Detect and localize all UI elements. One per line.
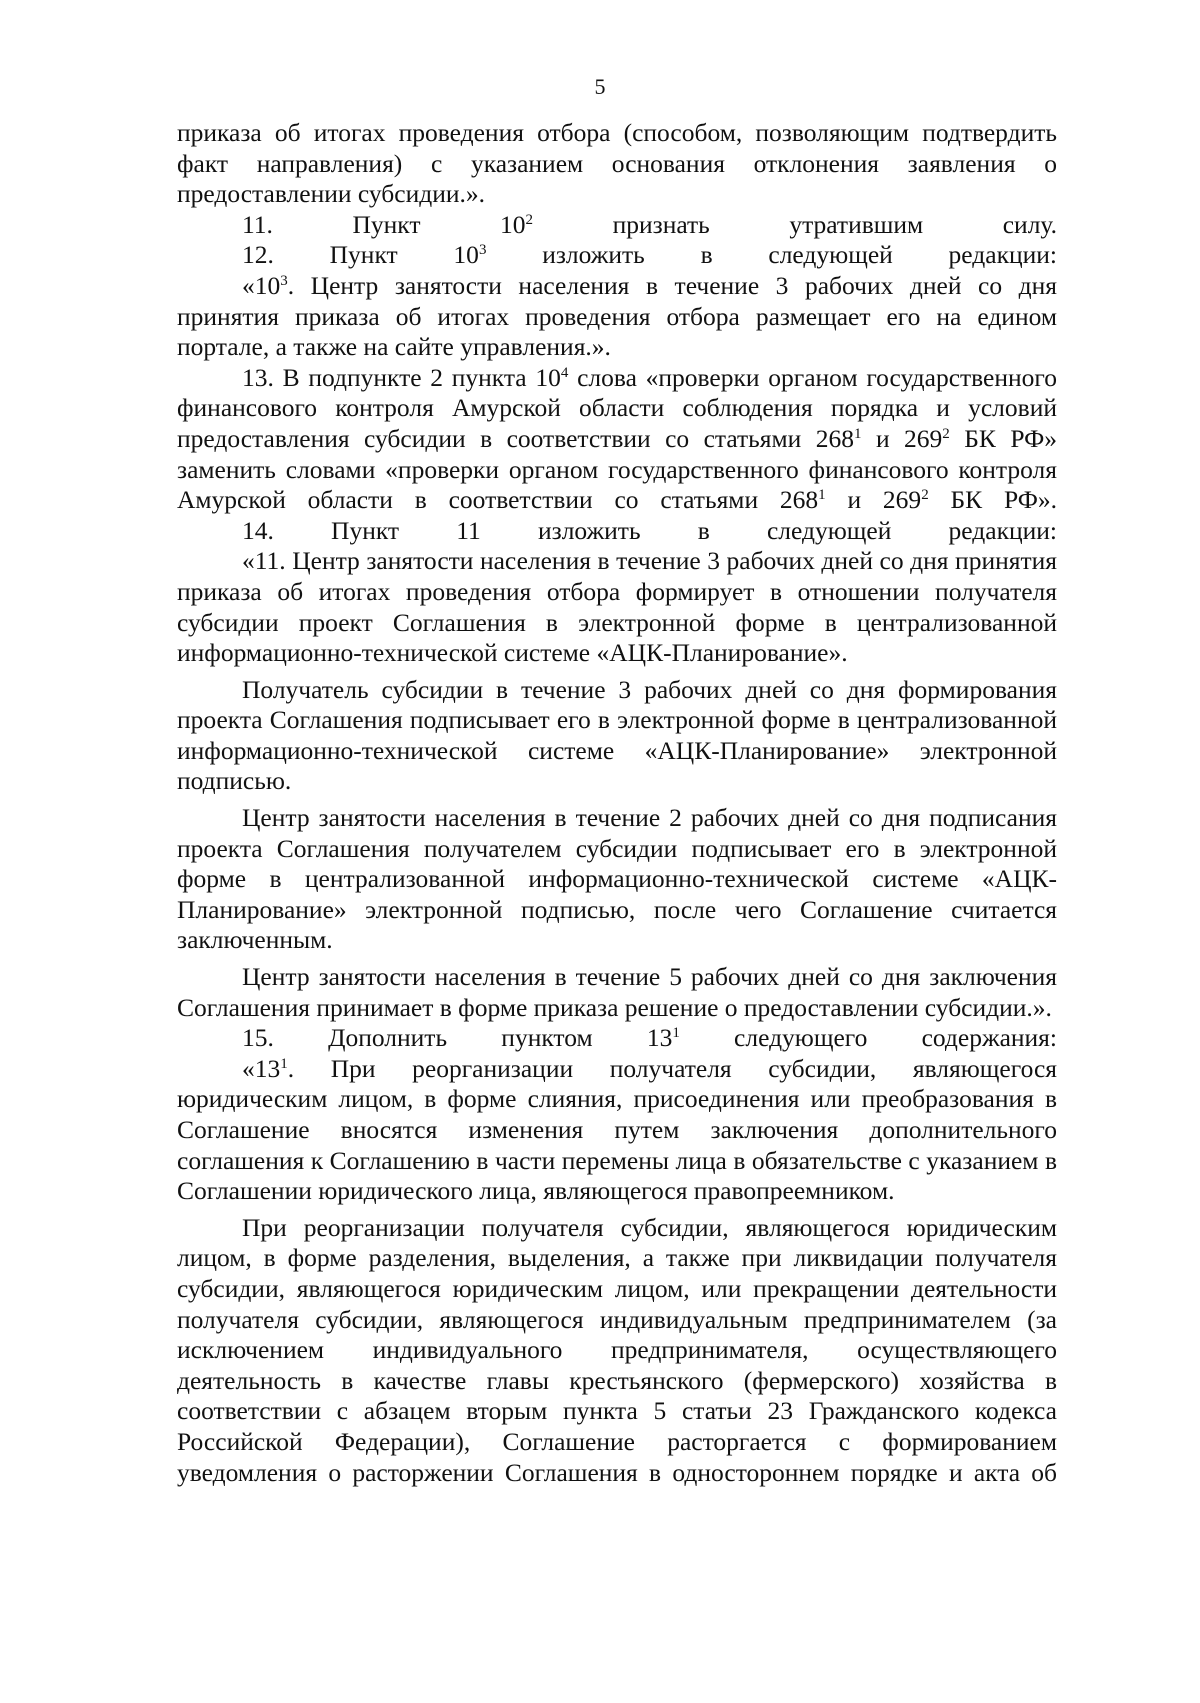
paragraph-text: Центр занятости населения в течение 5 рабочих дней со дня заключения Соглашения принимает в форме приказа решение о предоставлении субсидии.». <box>177 962 1057 1022</box>
paragraph <box>177 1213 1057 1488</box>
paragraph-text: 12. Пункт 10 <box>242 240 479 270</box>
paragraph-text: 11. Пункт 10 <box>242 209 526 239</box>
paragraph-text: При реорганизации получателя субсидии, являющегося юридическим лицом, в форме разделения, выделения, а также при ликвидации получателя субсидии, являющегося юридическим лицом, или прекращении деятельности получателя субсидии, являющегося индивидуальным предпринимателем (за исключением индивидуального предпринимателя, осуществляющего деятельность в качестве главы крестьянского (фермерского) хозяйства в соответствии с абзацем вторым пункта 5 статьи 23 Гражданского кодекса Российской Федерации), Соглашение расторгается с формированием уведомления о расторжении Соглашения в одностороннем порядке и акта об <box>177 1212 1057 1487</box>
page-number: 5 <box>594 74 606 99</box>
paragraph-text: слова «проверки органом государственного финансового контроля Амурской области соблюдения порядка и условий предоставления субсидии в соответствии со статьями 268 <box>177 362 1057 453</box>
paragraph <box>177 210 1057 241</box>
paragraph-text: 13. В подпункте 2 пункта 10 <box>242 362 561 392</box>
paragraph-text: БК РФ» заменить словами «проверки органом государственного финансового контроля Амурской области в соответствии со статьями 268 <box>177 423 1057 515</box>
superscript: 2 <box>525 211 534 228</box>
superscript: 4 <box>560 364 569 381</box>
paragraph <box>177 516 1057 547</box>
paragraph <box>177 962 1057 1023</box>
superscript: 3 <box>280 272 288 289</box>
paragraph <box>177 546 1057 668</box>
superscript: 1 <box>672 1025 680 1042</box>
paragraph-text: . При реорганизации получателя субсидии, являющегося юридическим лицом, в форме слияния, присоединения или преобразования в Соглашение вносятся изменения путем заключения дополнительного соглашения к Соглашению в части перемены лица в обязательстве с указанием в Соглашении юридического лица, являющегося правопреемником. <box>177 1053 1057 1206</box>
paragraph <box>177 271 1057 363</box>
paragraph <box>177 240 1057 271</box>
paragraph <box>177 803 1057 956</box>
paragraph-text: . Центр занятости населения в течение 3 рабочих дней со дня принятия приказа об итогах проведения отбора размещает его на едином портале, а также на сайте управления.». <box>177 270 1057 362</box>
paragraph-text: «10 <box>242 270 281 300</box>
superscript: 2 <box>942 425 950 442</box>
paragraph-text: и 269 <box>861 423 943 453</box>
superscript: 3 <box>478 242 487 259</box>
paragraph-text: следующего содержания: <box>679 1023 1057 1053</box>
superscript: 2 <box>921 487 929 504</box>
paragraph-text: «13 <box>242 1053 281 1083</box>
paragraph-text: признать утратившим силу. <box>533 209 1057 239</box>
paragraph <box>177 1054 1057 1207</box>
document-body <box>177 118 1057 1488</box>
paragraph <box>177 363 1057 516</box>
paragraph-text: «11. Центр занятости населения в течение 3 рабочих дней со дня принятия приказа об итогах проведения отбора формирует в отношении получателя субсидии проект Соглашения в электронной форме в централизованной информационно-технической системе «АЦК-Планирование». <box>177 546 1057 668</box>
paragraph-text: изложить в следующей редакции: <box>486 240 1057 270</box>
paragraph <box>177 675 1057 797</box>
paragraph-text: 15. Дополнить пунктом 13 <box>242 1023 673 1053</box>
paragraph-text: приказа об итогах проведения отбора (способом, позволяющим подтвердить факт направления) с указанием основания отклонения заявления о предоставлении субсидии.». <box>177 118 1057 209</box>
paragraph-text: 14. Пункт 11 изложить в следующей редакции: <box>242 515 1057 545</box>
paragraph <box>177 1023 1057 1054</box>
superscript: 1 <box>280 1055 288 1072</box>
paragraph-text: Центр занятости населения в течение 2 рабочих дней со дня подписания проекта Соглашения получателем субсидии подписывает его в электронной форме в централизованной информационно-технической системе «АЦК-Планирование» электронной подписью, после чего Соглашение считается заключенным. <box>177 803 1057 955</box>
paragraph-text: и 269 <box>825 485 922 515</box>
paragraph <box>177 118 1057 210</box>
superscript: 1 <box>818 487 826 504</box>
paragraph-text: БК РФ». <box>928 485 1057 515</box>
superscript: 1 <box>854 425 862 442</box>
paragraph-text: Получатель субсидии в течение 3 рабочих дней со дня формирования проекта Соглашения подписывает его в электронной форме в централизованной информационно-технической системе «АЦК-Планирование» электронной подписью. <box>177 674 1057 796</box>
